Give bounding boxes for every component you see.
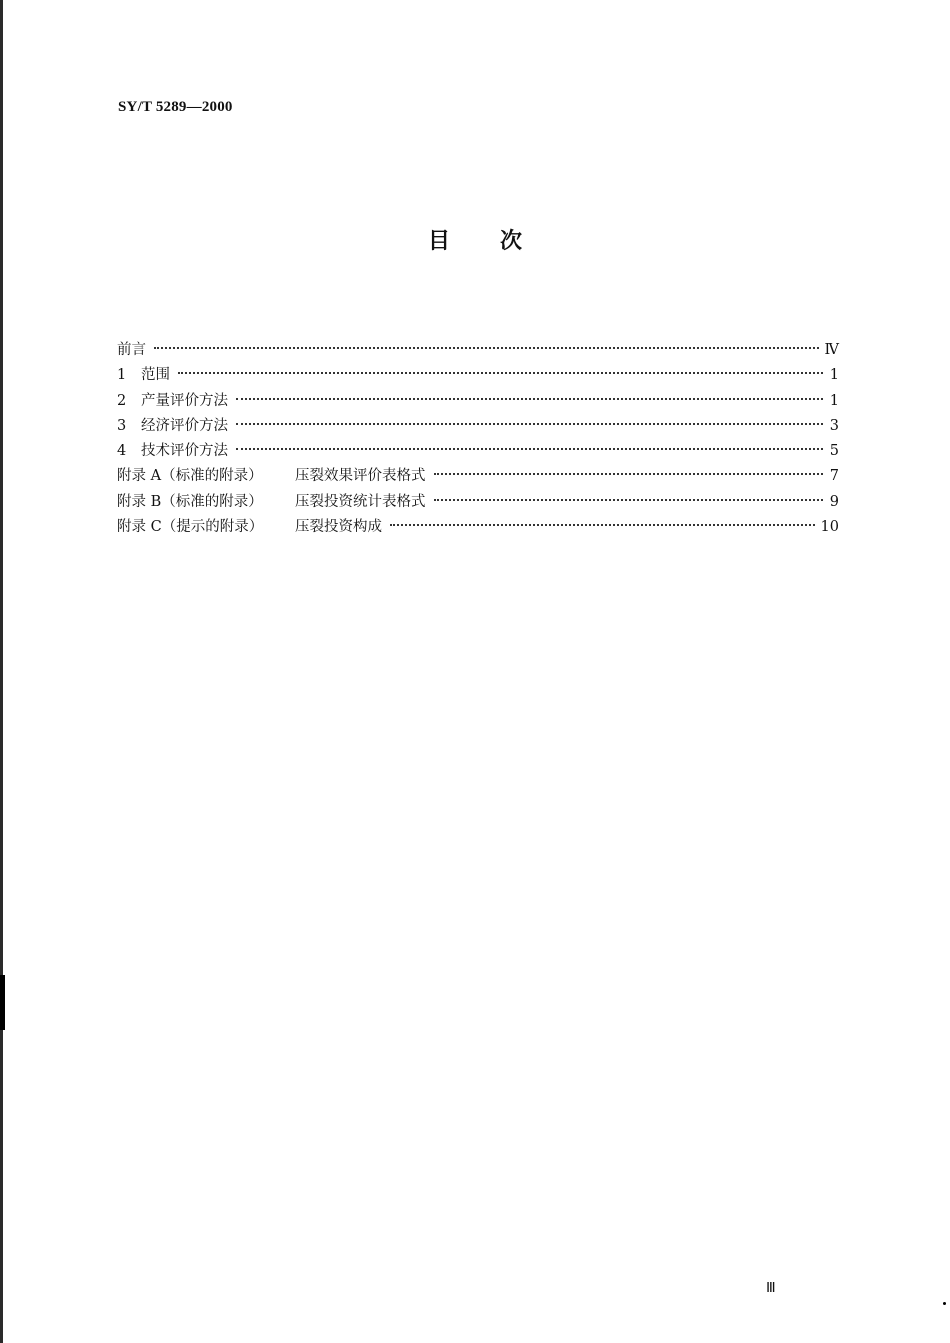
toc-appendix-label: 附录 C（提示的附录） [117,519,264,536]
toc-leader-dots [434,499,824,501]
toc-appendix-label: 附录 B（标准的附录） [117,493,263,510]
toc-leader-dots [434,473,824,475]
toc-entry-page: Ⅳ [824,342,839,358]
toc-leader-dots [236,398,823,400]
toc-entry-page: 5 [829,443,839,460]
toc-entry-page: 7 [829,468,839,485]
toc-entry-4[interactable] [117,441,839,466]
toc-entry-page: 3 [829,417,839,434]
standard-code: SY/T 5289—2000 [118,99,233,115]
toc-entry-number: 1 [117,367,127,384]
toc-entry-title: 压裂效果评价表格式 [295,468,426,485]
toc-entry-appendix-b[interactable] [117,492,839,517]
toc-appendix-label: 附录 A（标准的附录） [117,468,263,485]
toc-entry-1[interactable] [117,365,839,390]
page-number: Ⅲ [766,1281,776,1296]
toc-entry-title: 产量评价方法 [141,392,228,409]
toc-leader-dots [154,347,819,349]
toc-entry-3[interactable] [117,416,839,441]
toc-entry-page: 9 [829,493,839,510]
scan-edge-line [0,0,3,1343]
toc-entry-number: 2 [117,392,127,409]
page-title: 目次 [427,229,572,254]
toc-leader-dots [236,423,823,425]
toc-entry-title: 前言 [117,342,146,358]
toc-entry-title: 技术评价方法 [141,443,228,460]
toc-entry-page: 1 [829,392,839,409]
toc-entry-title: 压裂投资构成 [295,519,382,536]
toc-leader-dots [178,372,823,374]
toc-entry-number: 3 [117,417,127,434]
toc-entry-title: 压裂投资统计表格式 [295,493,426,510]
toc-entry-title: 经济评价方法 [141,417,228,434]
toc-entry-title: 范围 [141,367,170,384]
scan-speck [943,1302,946,1305]
toc-entry-2[interactable] [117,391,839,416]
toc-leader-dots [236,448,823,450]
toc-entry-foreword[interactable] [117,340,839,365]
toc-entry-page: 1 [829,367,839,384]
toc-entry-page: 10 [820,519,839,536]
toc-entry-appendix-c[interactable] [117,517,839,542]
scan-edge-mark [0,975,5,1030]
toc-leader-dots [390,524,815,526]
toc-entry-number: 4 [117,443,127,460]
table-of-contents [117,340,839,542]
toc-entry-appendix-a[interactable] [117,466,839,491]
